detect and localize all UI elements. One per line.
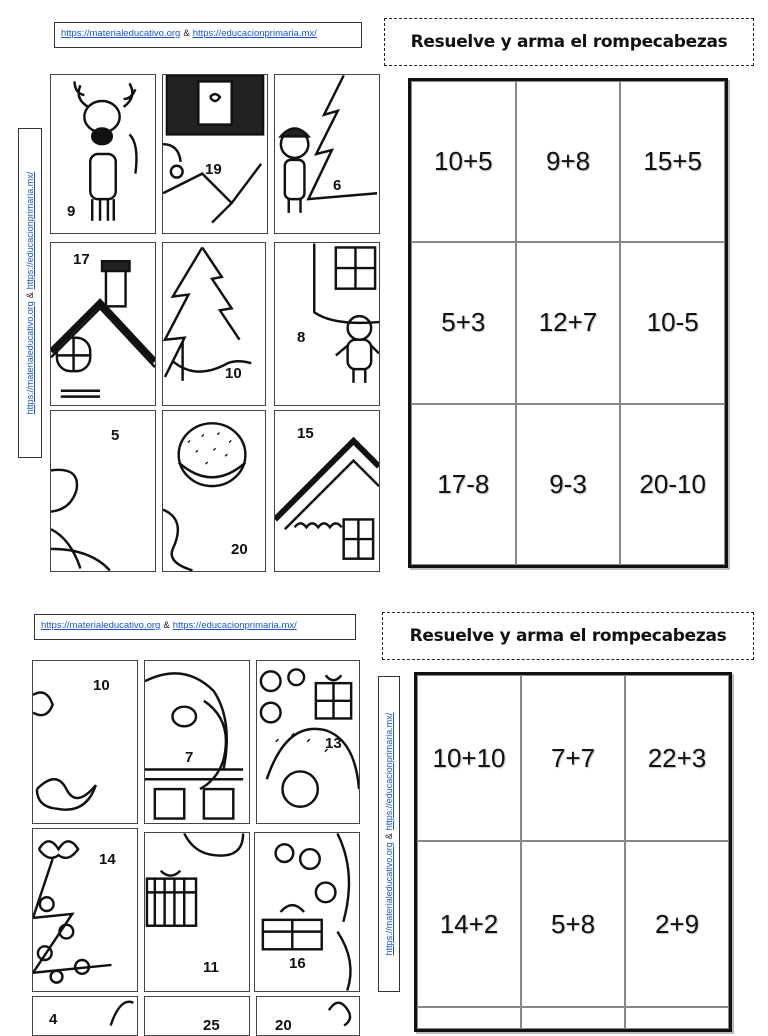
link-materialeducativo[interactable]: https://materialeducativo.org	[41, 620, 161, 631]
tree-child-icon	[275, 75, 379, 233]
operation-cell-empty	[625, 1007, 729, 1029]
tile-number: 8	[297, 329, 306, 346]
tree-bottom-icon	[51, 411, 155, 571]
house-roof-icon	[275, 411, 379, 571]
operation-cell: 2+9	[625, 841, 729, 1007]
puzzle-tile-xmas-tree[interactable]	[32, 828, 138, 992]
puzzle-tile-gingerbread[interactable]	[274, 242, 380, 406]
operation-cell: 22+3	[625, 675, 729, 841]
santa-body-icon	[145, 661, 249, 823]
tile-number: 25	[203, 1017, 220, 1034]
link-educacionprimaria-vertical[interactable]: https://educacionprimaria.mx/	[25, 171, 35, 290]
operations-grid	[408, 78, 728, 568]
puzzle-tile-sign[interactable]	[32, 660, 138, 824]
tile-number: 15	[297, 425, 314, 442]
link-materialeducativo[interactable]: https://materialeducativo.org	[61, 28, 181, 39]
ampersand: &	[384, 833, 394, 840]
source-links-vertical-2	[378, 676, 400, 992]
pine-tree-icon	[163, 243, 265, 405]
operation-cell: 14+2	[417, 841, 521, 1007]
tile-number: 10	[225, 365, 242, 382]
tile-number: 7	[185, 749, 194, 766]
tile-number: 16	[289, 955, 306, 972]
tile-number: 10	[93, 677, 110, 694]
gift-stocking-icon	[145, 833, 249, 991]
tile-number: 13	[325, 735, 342, 752]
puzzle-tile-gift-stocking[interactable]	[144, 832, 250, 992]
link-materialeducativo-vertical[interactable]: https://materialeducativo.org	[25, 301, 35, 415]
puzzle-tile-reindeer[interactable]	[50, 74, 156, 234]
puzzle-tile-gift-gnome[interactable]	[256, 660, 360, 824]
cookie-icon	[163, 411, 265, 571]
tile-number: 9	[67, 203, 76, 220]
operation-cell: 10+10	[417, 675, 521, 841]
puzzle-tile-tree[interactable]	[162, 242, 266, 406]
christmas-tree-icon	[33, 829, 137, 991]
operation-cell: 20-10	[620, 404, 725, 565]
tile-number: 5	[111, 427, 120, 444]
tile-number: 17	[73, 251, 90, 268]
puzzle-tile-santa-body[interactable]	[144, 660, 250, 824]
operation-cell-empty	[417, 1007, 521, 1029]
tile-number: 20	[231, 541, 248, 558]
puzzle-tile-present[interactable]	[254, 832, 360, 992]
source-links-top-2	[34, 614, 356, 640]
ampersand: &	[163, 620, 170, 631]
operation-cell: 10-5	[620, 242, 725, 403]
instruction-banner: Resuelve y arma el rompecabezas	[384, 18, 754, 66]
operation-cell-empty	[521, 1007, 625, 1029]
ampersand: &	[25, 292, 35, 299]
operation-cell: 7+7	[521, 675, 625, 841]
source-links-vertical	[18, 128, 42, 458]
link-materialeducativo-vertical[interactable]: https://materialeducativo.org	[384, 842, 394, 956]
door-icon	[163, 75, 267, 233]
operations-grid-2	[414, 672, 732, 1032]
house-icon	[51, 243, 155, 405]
puzzle-tile-bottom-middle[interactable]	[144, 996, 250, 1036]
tile-number: 6	[333, 177, 342, 194]
ampersand: &	[183, 28, 190, 39]
source-links-top	[54, 22, 362, 48]
tile-number: 14	[99, 851, 116, 868]
link-educacionprimaria[interactable]: https://educacionprimaria.mx/	[192, 28, 317, 39]
operation-cell: 17-8	[411, 404, 516, 565]
puzzle-tile-cookie[interactable]	[162, 410, 266, 572]
ribbon-icon	[33, 661, 137, 823]
operation-cell: 9+8	[516, 81, 621, 242]
tile-number: 11	[203, 959, 219, 976]
puzzle-tile-tree-bottom[interactable]	[50, 410, 156, 572]
operation-cell: 12+7	[516, 242, 621, 403]
operation-cell: 9-3	[516, 404, 621, 565]
operation-cell: 15+5	[620, 81, 725, 242]
operation-cell: 5+8	[521, 841, 625, 1007]
link-educacionprimaria[interactable]: https://educacionprimaria.mx/	[172, 620, 297, 631]
tile-number: 19	[205, 161, 222, 178]
instruction-banner-2: Resuelve y arma el rompecabezas	[382, 612, 754, 660]
line-art-icon	[257, 997, 359, 1035]
operation-cell: 5+3	[411, 242, 516, 403]
present-icon	[255, 833, 359, 991]
gift-gnome-icon	[257, 661, 359, 823]
gingerbread-icon	[275, 243, 379, 405]
puzzle-tile-house-roof[interactable]	[274, 410, 380, 572]
puzzle-tile-house-chimney[interactable]	[50, 242, 156, 406]
operation-cell: 10+5	[411, 81, 516, 242]
puzzle-tile-kid-tree[interactable]	[274, 74, 380, 234]
tile-number: 20	[275, 1017, 292, 1034]
puzzle-tile-door[interactable]	[162, 74, 268, 234]
link-educacionprimaria-vertical[interactable]: https://educacionprimaria.mx/	[384, 712, 394, 831]
puzzle-tile-bottom-left[interactable]	[32, 996, 138, 1036]
puzzle-tile-bottom-right[interactable]	[256, 996, 360, 1036]
tile-number: 4	[49, 1011, 58, 1028]
